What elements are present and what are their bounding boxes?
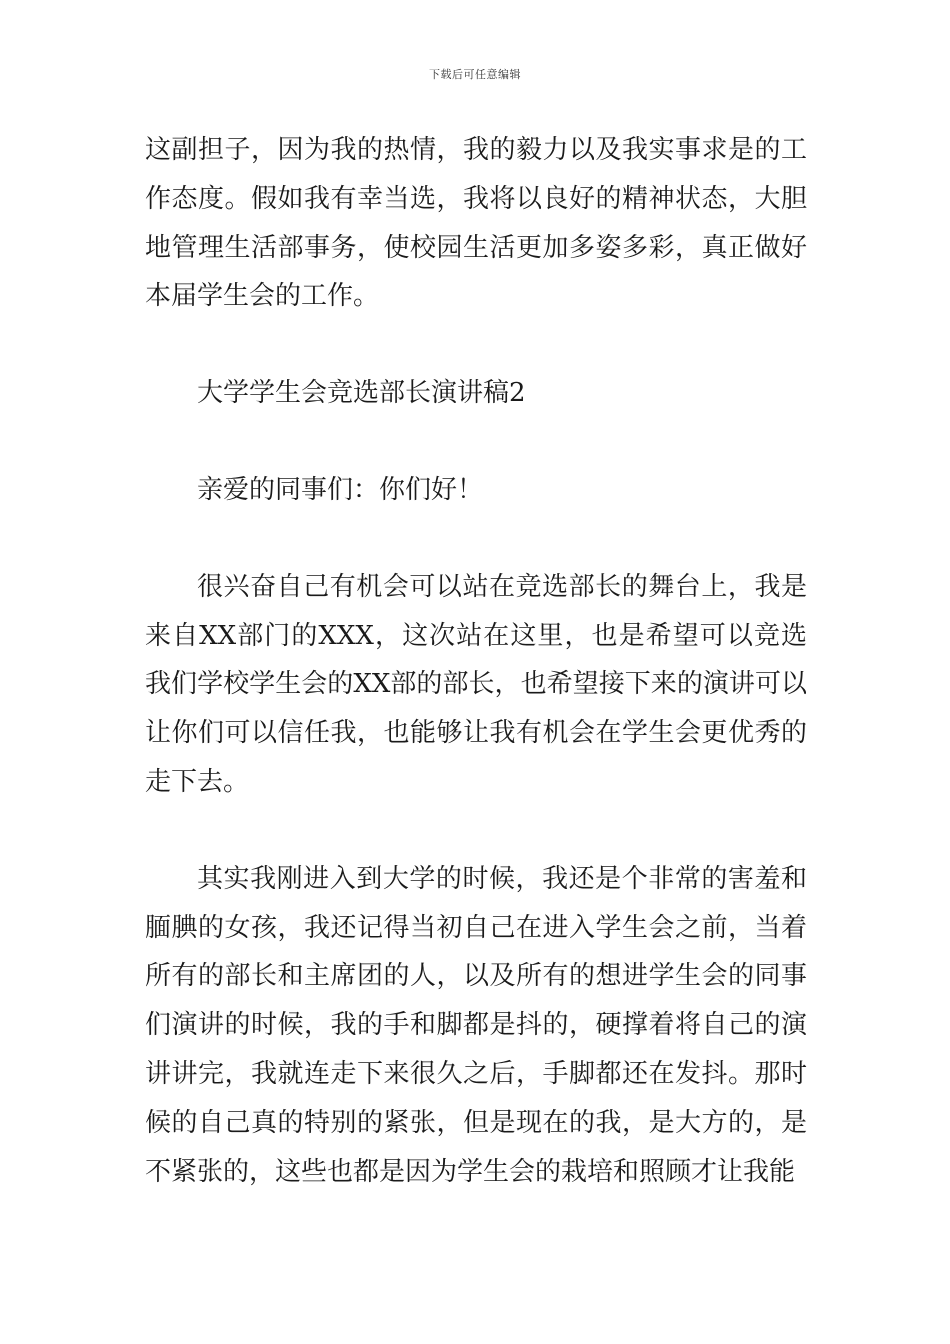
section-title: 大学学生会竞选部长演讲稿2 [197, 378, 526, 409]
document-body [145, 126, 807, 1196]
paragraph-experience: 其实我刚进入到大学的时候，我还是个非常的害羞和腼腆的女孩，我还记得当初自己在进入学生会之前，当着所有的部长和主席团的人，以及所有的想进学生会的同事们演讲的时候，我的手和脚都是抖的，硬撑着将自己的演讲讲完，我就连走下来很久之后，手脚都还在发抖。那时候的自己真的特别的紧张，但是现在的我，是大方的，是不紧张的，这些也都是因为学生会的栽培和照顾才让我能 [145, 863, 807, 1187]
page-header: 下载后可任意编辑 [429, 68, 521, 81]
salutation: 亲爱的同事们：你们好！ [197, 474, 484, 505]
paragraph-intro: 很兴奋自己有机会可以站在竞选部长的舞台上，我是来自XX部门的XXX，这次站在这里，也是希望可以竞选我们学校学生会的XX部的部长，也希望接下来的演讲可以让你们可以信任我，也能够让我有机会在学生会更优秀的走下去。 [145, 571, 807, 797]
paragraph-continuation: 这副担子，因为我的热情，我的毅力以及我实事求是的工作态度。假如我有幸当选，我将以良好的精神状态，大胆地管理生活部事务，使校园生活更加多姿多彩，真正做好本届学生会的工作。 [145, 135, 807, 312]
